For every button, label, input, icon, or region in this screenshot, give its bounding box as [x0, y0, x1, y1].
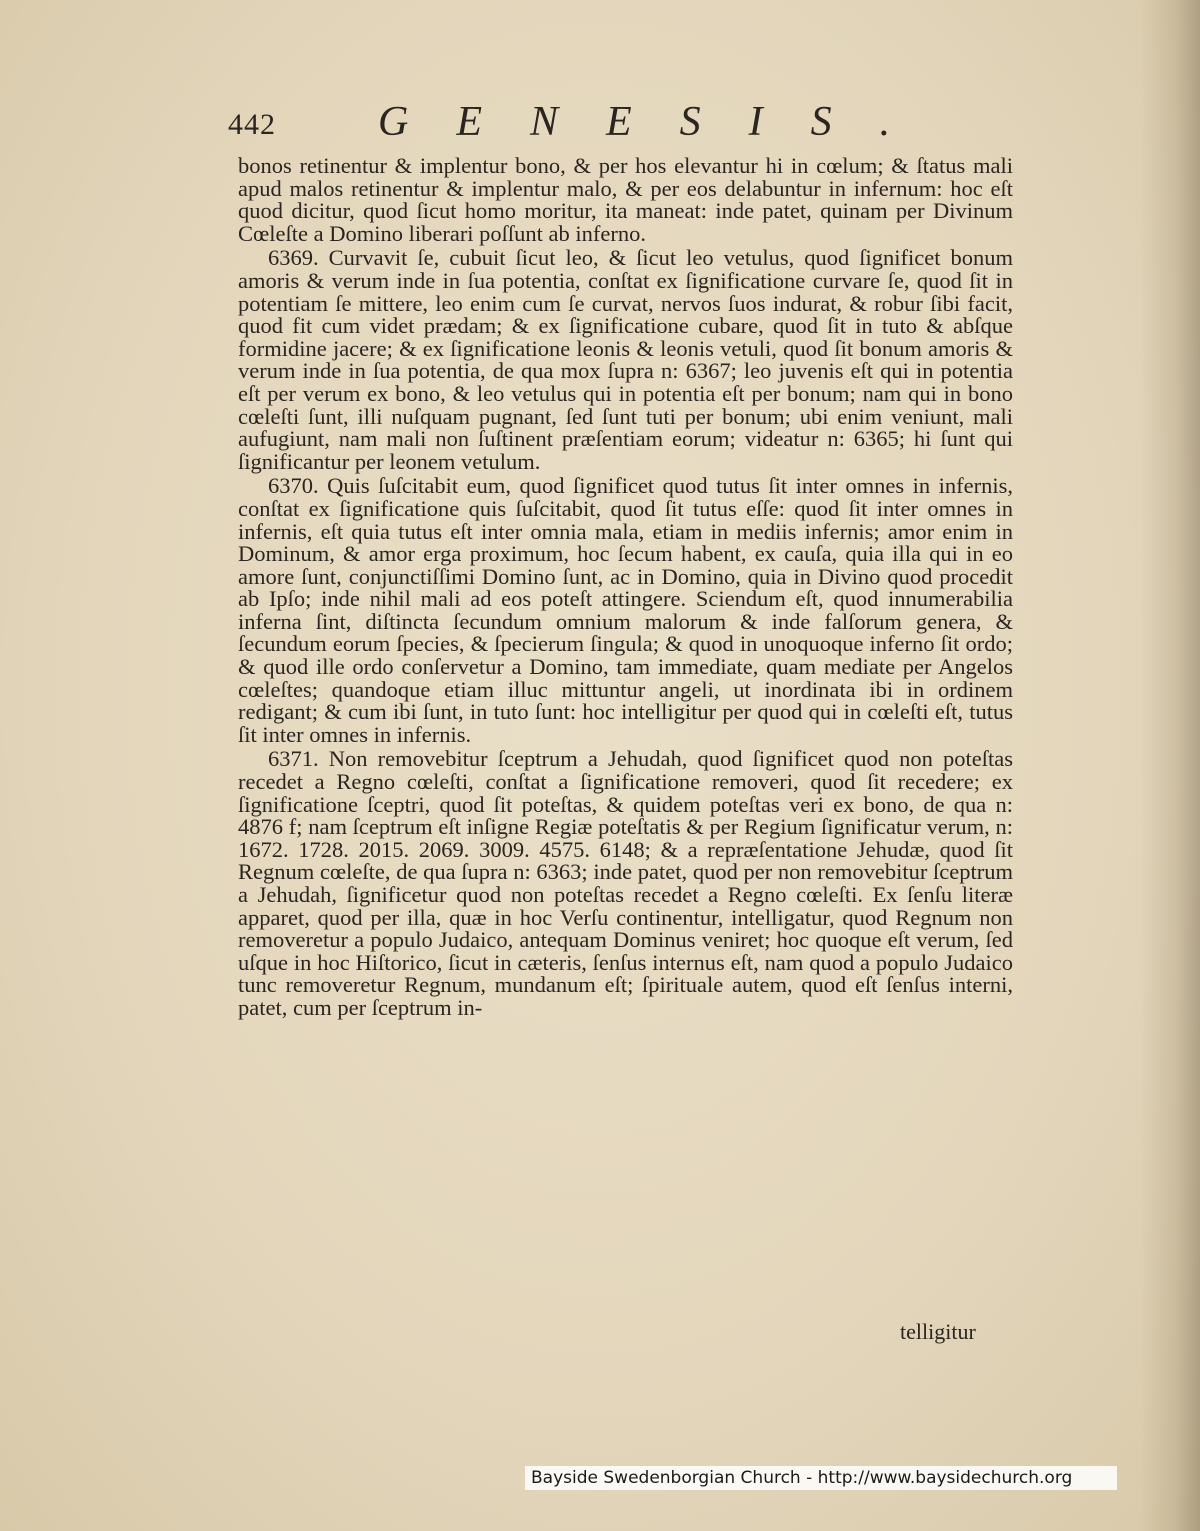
page-header: [228, 98, 1028, 154]
page-number: 442: [228, 108, 276, 141]
paragraph-6370: [238, 475, 1013, 746]
paragraph-text: bonos retinentur & implentur bono, & per hos elevantur hi in cœlum; & ſtatus mali apud malos retinentur & implentur malo, & per eos delabuntur in infernum: hoc eſt quod dicitur, quod ſicut homo moritur, ita maneat: inde patet, quinam per Divinum Cœleſte a Domino liberari poſſunt ab inferno.: [238, 153, 1013, 246]
body-text: [238, 155, 1013, 1020]
paragraph-6371: [238, 748, 1013, 1019]
paragraph-text: Non removebitur ſceptrum a Jehudah, quod ſignificet quod non poteſtas recedet a Regno cœleſti, conſtat a ſignificatione removeri, quod ſit recedere; ex ſignificatione ſceptri, quod ſit poteſtas, & quidem poteſtas veri ex bono, de qua n: 4876 f; nam ſceptrum eſt inſigne Regiæ poteſtatis & per Regium ſignificatur verum, n: 1672. 1728. 2015. 2069. 3009. 4575. 6148; & a repræſentatione Jehudæ, quod ſit Regnum cœleſte, de qua ſupra n: 6363; inde patet, quod per non removebitur ſceptrum a Jehudah, ſignificetur quod non poteſtas recedet a Regno cœleſti. Ex ſenſu literæ apparet, quod per illa, quæ in hoc Verſu continentur, intelligatur, quod Regnum non removeretur a populo Judaico, antequam Dominus veniret; hoc quoque eſt verum, ſed uſque in hoc Hiſtorico, ſicut in cæteris, ſenſus internus eſt, nam quod a populo Judaico tunc removeretur Regnum, mundanum eſt; ſpirituale autem, quod eſt ſenſus interni, patet, cum per ſceptrum in-: [238, 746, 1013, 1020]
paragraph-number: 6371.: [268, 746, 319, 772]
paragraph-6369: [238, 247, 1013, 473]
running-title: GENESIS.: [378, 99, 939, 145]
paragraph-continuation: [238, 155, 1013, 245]
page-spine-shadow: [1140, 0, 1200, 1531]
paragraph-number: 6369.: [268, 245, 319, 271]
paragraph-text: Curvavit ſe, cubuit ſicut leo, & ſicut leo vetulus, quod ſignificet bonum amoris & verum inde in ſua potentia, conſtat ex ſignificatione curvare ſe, quod ſit in potentiam ſe mittere, leo enim cum ſe curvat, nervos ſuos indurat, & robur ſibi facit, quod fit cum videt prædam; & ex ſignificatione cubare, quod ſit in tuto & abſque formidine jacere; & ex ſignificatione leonis & leonis vetuli, quod ſit bonum amoris & verum inde in ſua potentia, de qua mox ſupra n: 6367; leo juvenis eſt qui in potentia eſt per verum ex bono, & leo vetulus qui in potentia eſt per bonum; nam qui in bono cœleſti ſunt, illi nuſquam pugnant, ſed ſunt tuti per bonum; ubi enim veniunt, mali aufugiunt, nam mali non ſuſtinent præſentiam eorum; videatur n: 6365; hi ſunt qui ſignificantur per leonem vetulum.: [238, 245, 1013, 474]
credit-footer: Bayside Swedenborgian Church - http://www.baysidechurch.org: [525, 1466, 1117, 1490]
catchword: telligitur: [900, 1319, 976, 1344]
paragraph-number: 6370.: [268, 473, 319, 499]
paragraph-text: Quis ſuſcitabit eum, quod ſignificet quod tutus ſit inter omnes in infernis, conſtat ex ſignificatione quis ſuſcitabit, quod ſit tutus eſſe: quod ſit inter omnes in infernis, eſt quia tutus eſt inter omnia mala, etiam in mediis infernis; amor enim in Dominum, & amor erga proximum, hoc ſecum habent, ex cauſa, quia illa qui in eo amore ſunt, conjunctiſſimi Domino ſunt, ac in Domino, quia in Divino quod procedit ab Ipſo; inde nihil mali ad eos poteſt attingere. Sciendum eſt, quod innumerabilia inferna ſint, diſtincta ſecundum omnium malorum & inde falſorum genera, & ſecundum eorum ſpecies, & ſpecierum ſingula; & quod in unoquoque inferno ſit ordo; & quod ille ordo conſervetur a Domino, tam immediate, quam mediate per Angelos cœleſtes; quandoque etiam illuc mittuntur angeli, ut inordinata ibi in ordinem redigant; & cum ibi ſunt, in tuto ſunt: hoc intelligitur per quod qui in cœleſti eſt, tutus ſit inter omnes in infernis.: [238, 473, 1013, 747]
